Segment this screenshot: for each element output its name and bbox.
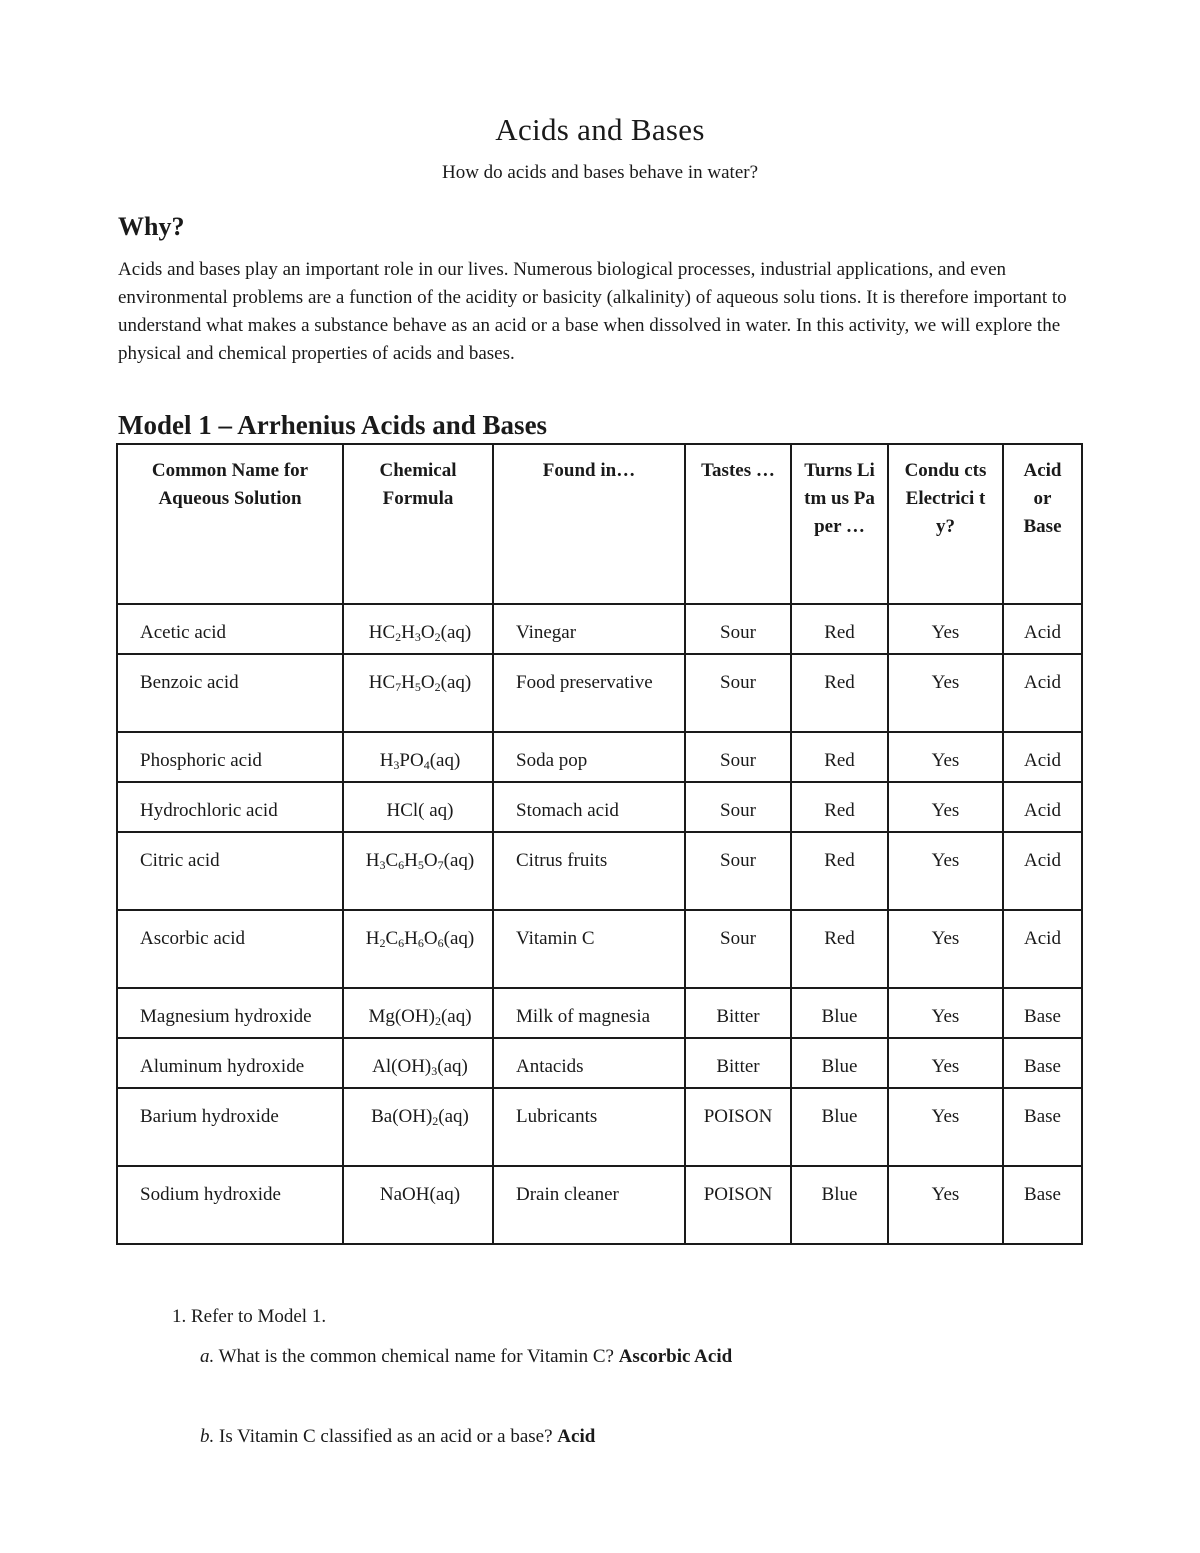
cell-acid-or-base: Base: [1003, 1166, 1082, 1244]
question-1a: [200, 1346, 732, 1368]
table-row: [117, 654, 1082, 732]
header-chemical-formula: Chemical Formula: [343, 444, 493, 604]
cell-conducts: Yes: [888, 732, 1003, 782]
cell-acid-or-base: Acid: [1003, 732, 1082, 782]
cell-formula: HCl( aq): [343, 782, 493, 832]
header-common-name: Common Name for Aqueous Solution: [117, 444, 343, 604]
cell-litmus: Blue: [791, 1088, 888, 1166]
cell-conducts: Yes: [888, 910, 1003, 988]
cell-tastes: Sour: [685, 832, 791, 910]
cell-acid-or-base: Base: [1003, 988, 1082, 1038]
cell-found-in: Milk of magnesia: [493, 988, 685, 1038]
cell-acid-or-base: Acid: [1003, 832, 1082, 910]
table-row: [117, 732, 1082, 782]
cell-formula: NaOH(aq): [343, 1166, 493, 1244]
cell-tastes: Sour: [685, 782, 791, 832]
cell-conducts: Yes: [888, 832, 1003, 910]
cell-formula: $H_3PO_4(aq)$: [343, 732, 493, 782]
cell-conducts: Yes: [888, 1088, 1003, 1166]
table-row: [117, 1088, 1082, 1166]
why-paragraph: Acids and bases play an important role in our lives. Numerous biological processes, industrial applications, and even environmental problems are a function of the acidity or basicity (alkalinity) of aqueous solu tions. It is therefore important to understand what makes a substance behave as an acid or a base when dissolved in water. In this activity, we will explore the physical and chemical properties of acids and bases.: [118, 259, 1067, 364]
table-row: [117, 1166, 1082, 1244]
cell-formula: $HC_2H_3O_2(aq)$: [343, 604, 493, 654]
cell-found-in: Citrus fruits: [493, 832, 685, 910]
cell-formula: $H_2C_6H_6O_6(aq)$: [343, 910, 493, 988]
cell-litmus: Red: [791, 732, 888, 782]
cell-common-name: Barium hydroxide: [117, 1088, 343, 1166]
cell-acid-or-base: Acid: [1003, 782, 1082, 832]
page-title: Acids and Bases: [495, 112, 705, 147]
cell-formula: $Al(OH)_3(aq)$: [343, 1038, 493, 1088]
cell-litmus: Blue: [791, 1166, 888, 1244]
cell-found-in: Antacids: [493, 1038, 685, 1088]
cell-formula: $HC_7H_5O_2(aq)$: [343, 654, 493, 732]
model-table: [116, 443, 1083, 1245]
cell-litmus: Blue: [791, 1038, 888, 1088]
cell-litmus: Red: [791, 910, 888, 988]
cell-common-name: Acetic acid: [117, 604, 343, 654]
cell-found-in: Soda pop: [493, 732, 685, 782]
question-1b: [200, 1426, 595, 1448]
cell-formula: $H_3C_6H_5O_7(aq)$: [343, 832, 493, 910]
page-subtitle: How do acids and bases behave in water?: [441, 162, 759, 183]
cell-acid-or-base: Acid: [1003, 910, 1082, 988]
cell-acid-or-base: Acid: [1003, 654, 1082, 732]
cell-common-name: Citric acid: [117, 832, 343, 910]
cell-found-in: Drain cleaner: [493, 1166, 685, 1244]
table-row: [117, 1038, 1082, 1088]
cell-common-name: Benzoic acid: [117, 654, 343, 732]
why-heading: Why?: [118, 212, 185, 241]
cell-litmus: Red: [791, 832, 888, 910]
table-row: [117, 988, 1082, 1038]
header-tastes: Tastes …: [685, 444, 791, 604]
cell-acid-or-base: Base: [1003, 1088, 1082, 1166]
cell-tastes: Sour: [685, 654, 791, 732]
cell-conducts: Yes: [888, 604, 1003, 654]
cell-formula: $Ba(OH)_2(aq)$: [343, 1088, 493, 1166]
cell-tastes: POISON: [685, 1088, 791, 1166]
cell-common-name: Phosphoric acid: [117, 732, 343, 782]
cell-tastes: Sour: [685, 732, 791, 782]
cell-common-name: Sodium hydroxide: [117, 1166, 343, 1244]
cell-litmus: Red: [791, 654, 888, 732]
cell-acid-or-base: Base: [1003, 1038, 1082, 1088]
table-row: [117, 604, 1082, 654]
question-1a-text: What is the common chemical name for Vitamin C?: [218, 1346, 614, 1367]
cell-common-name: Ascorbic acid: [117, 910, 343, 988]
cell-conducts: Yes: [888, 1038, 1003, 1088]
cell-conducts: Yes: [888, 654, 1003, 732]
question-1b-text: Is Vitamin C classified as an acid or a base?: [219, 1426, 553, 1447]
table-row: [117, 832, 1082, 910]
cell-tastes: Sour: [685, 604, 791, 654]
cell-formula: $Mg(OH)_2(aq)$: [343, 988, 493, 1038]
cell-acid-or-base: Acid: [1003, 604, 1082, 654]
cell-litmus: Red: [791, 604, 888, 654]
cell-found-in: Lubricants: [493, 1088, 685, 1166]
cell-found-in: Vinegar: [493, 604, 685, 654]
question-1: 1. Refer to Model 1.: [172, 1306, 327, 1327]
table-body: [117, 604, 1082, 1244]
question-1b-label: b.: [200, 1426, 215, 1447]
question-1a-answer: Ascorbic Acid: [618, 1346, 733, 1367]
header-found-in: Found in…: [493, 444, 685, 604]
cell-litmus: Blue: [791, 988, 888, 1038]
cell-litmus: Red: [791, 782, 888, 832]
cell-found-in: Vitamin C: [493, 910, 685, 988]
cell-common-name: Aluminum hydroxide: [117, 1038, 343, 1088]
question-1b-answer: Acid: [557, 1426, 596, 1447]
header-litmus: Turns Litm us Paper …: [791, 444, 888, 604]
header-conducts: Condu cts Electrici ty?: [888, 444, 1003, 604]
cell-common-name: Magnesium hydroxide: [117, 988, 343, 1038]
table-row: [117, 782, 1082, 832]
cell-tastes: Bitter: [685, 988, 791, 1038]
cell-conducts: Yes: [888, 988, 1003, 1038]
cell-found-in: Stomach acid: [493, 782, 685, 832]
table-header-row: [117, 444, 1082, 604]
cell-tastes: Sour: [685, 910, 791, 988]
model-heading: Model 1 – Arrhenius Acids and Bases: [118, 410, 548, 440]
question-1a-label: a.: [200, 1346, 215, 1367]
cell-conducts: Yes: [888, 1166, 1003, 1244]
table-row: [117, 910, 1082, 988]
cell-tastes: Bitter: [685, 1038, 791, 1088]
cell-tastes: POISON: [685, 1166, 791, 1244]
cell-common-name: Hydrochloric acid: [117, 782, 343, 832]
header-acid-or-base: Acid or Base: [1003, 444, 1082, 604]
cell-found-in: Food preservative: [493, 654, 685, 732]
cell-conducts: Yes: [888, 782, 1003, 832]
